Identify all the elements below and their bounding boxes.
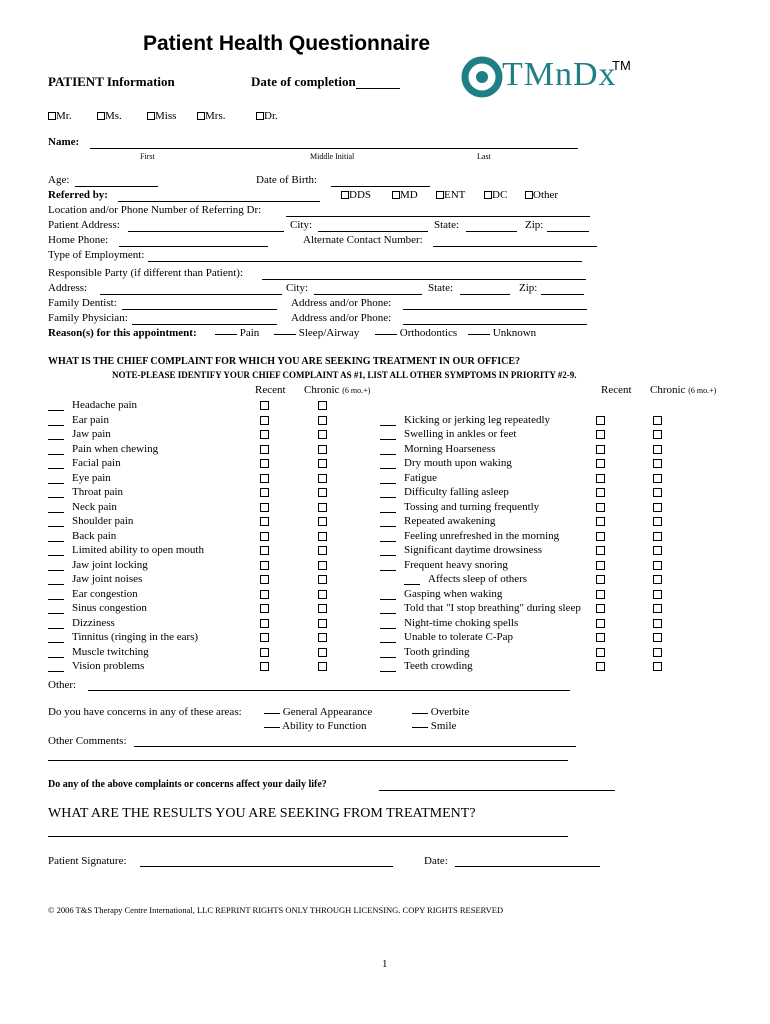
recent-checkbox[interactable] — [260, 503, 269, 512]
symptom-priority-field[interactable] — [48, 526, 64, 527]
chronic-checkbox[interactable] — [653, 648, 662, 657]
recent-checkbox[interactable] — [596, 648, 605, 657]
referrer-dds[interactable]: DDS — [341, 189, 371, 201]
symptom-label: Difficulty falling asleep — [404, 486, 509, 498]
signature-field[interactable] — [140, 866, 393, 867]
symptom-priority-field[interactable] — [380, 555, 396, 556]
symptom-label: Fatigue — [404, 471, 437, 484]
family-dentist-field[interactable] — [122, 309, 277, 310]
recent-checkbox[interactable] — [596, 459, 605, 468]
alt-phone-label: Alternate Contact Number: — [303, 234, 423, 246]
symptom-priority-field[interactable] — [380, 541, 396, 542]
chronic-checkbox[interactable] — [653, 633, 662, 642]
symptom-label: Back pain — [72, 529, 117, 542]
symptom-priority-field[interactable] — [380, 599, 396, 600]
symptom-priority-field[interactable] — [380, 425, 396, 426]
symptom-label: Kicking or jerking leg repeatedly — [404, 413, 551, 426]
employment-field[interactable] — [148, 261, 582, 262]
symptom-priority-field[interactable] — [48, 410, 64, 411]
concerns-label: Do you have concerns in any of these areas: — [48, 706, 242, 718]
symptom-label: Feeling unrefreshed in the morning — [404, 529, 560, 542]
checkbox[interactable] — [147, 112, 155, 120]
symptom-label: Morning Hoarseness — [404, 442, 496, 455]
chronic-checkbox[interactable] — [318, 474, 327, 483]
address-field[interactable] — [100, 294, 282, 295]
recent-checkbox[interactable] — [260, 517, 269, 526]
symptom-label: Ear congestion — [72, 587, 138, 600]
symptom-priority-field[interactable] — [380, 570, 396, 571]
other-label: Other: — [48, 679, 77, 691]
home-phone-field[interactable] — [119, 246, 268, 247]
symptom-priority-field[interactable] — [380, 628, 396, 629]
recent-checkbox[interactable] — [596, 633, 605, 642]
recent-checkbox[interactable] — [260, 604, 269, 613]
chronic-checkbox[interactable] — [653, 619, 662, 628]
symptom-label: Repeated awakening — [404, 515, 496, 527]
chronic-checkbox[interactable] — [318, 517, 327, 526]
symptom-label: Dizziness — [72, 616, 115, 629]
checkbox[interactable] — [97, 112, 105, 120]
symptom-label: Facial pain — [72, 457, 121, 469]
chronic-checkbox[interactable] — [653, 445, 662, 454]
chronic-checkbox[interactable] — [318, 445, 327, 454]
symptom-priority-field[interactable] — [380, 526, 396, 527]
symptom-label: Jaw joint noises — [72, 573, 143, 585]
title-option-mr[interactable]: Mr. — [48, 110, 72, 122]
chronic-checkbox[interactable] — [653, 662, 662, 671]
symptom-label: Throat pain — [72, 486, 124, 498]
recent-checkbox[interactable] — [260, 648, 269, 657]
age-label: Age: — [48, 174, 70, 186]
chronic-checkbox[interactable] — [318, 619, 327, 628]
city-label: City: — [290, 219, 313, 231]
chronic-checkbox[interactable] — [318, 546, 327, 555]
title-option-mrs[interactable]: Mrs. — [197, 110, 225, 122]
chronic-checkbox[interactable] — [653, 474, 662, 483]
chronic-checkbox[interactable] — [318, 401, 327, 410]
family-dentist-label: Family Dentist: — [48, 297, 117, 309]
recent-checkbox[interactable] — [260, 416, 269, 425]
symptom-label: Told that "I stop breathing" during sleep — [404, 602, 581, 614]
reason-unknown[interactable]: Unknown — [468, 327, 536, 339]
other-comments-field-2[interactable] — [48, 760, 568, 761]
recent-checkbox[interactable] — [260, 532, 269, 541]
state-label-2: State: — [428, 282, 454, 294]
recent-checkbox[interactable] — [596, 445, 605, 454]
other-comments-label: Other Comments: — [48, 735, 127, 747]
logo-text: TMnDx — [502, 56, 617, 93]
recent-checkbox[interactable] — [260, 590, 269, 599]
symptom-label: Unable to tolerate C-Pap — [404, 631, 514, 643]
chronic-checkbox[interactable] — [653, 430, 662, 439]
responsible-party-field[interactable] — [262, 279, 586, 280]
logo-trademark: TM — [612, 58, 631, 73]
dentist-addr-phone-field[interactable] — [403, 309, 587, 310]
recent-checkbox[interactable] — [596, 619, 605, 628]
reason-sleep-airway[interactable]: Sleep/Airway — [274, 327, 359, 339]
symptom-priority-field[interactable] — [48, 468, 64, 469]
symptom-label: Jaw pain — [72, 428, 111, 440]
physician-addr-phone-field[interactable] — [403, 324, 587, 325]
symptom-priority-field[interactable] — [48, 497, 64, 498]
symptom-priority-field[interactable] — [48, 541, 64, 542]
chronic-checkbox[interactable] — [653, 517, 662, 526]
date-field[interactable] — [455, 866, 600, 867]
recent-checkbox[interactable] — [260, 619, 269, 628]
other-comments-field[interactable] — [134, 746, 576, 747]
recent-checkbox[interactable] — [596, 575, 605, 584]
location-phone-label: Location and/or Phone Number of Referring Dr: — [48, 204, 262, 216]
name-middle-caption: Middle Initial — [310, 152, 355, 161]
checkbox[interactable] — [197, 112, 205, 120]
dob-field[interactable] — [331, 186, 430, 187]
concern-general-appearance[interactable]: General Appearance — [264, 706, 372, 718]
referred-by-label: Referred by: — [48, 189, 108, 201]
date-label: Date: — [424, 855, 448, 867]
symptom-label: Affects sleep of others — [428, 573, 528, 585]
name-label: Name: — [48, 136, 80, 148]
checkbox[interactable] — [256, 112, 264, 120]
recent-checkbox[interactable] — [260, 662, 269, 671]
reasons-label: Reason(s) for this appointment: — [48, 327, 197, 339]
symptom-priority-field[interactable] — [380, 468, 396, 469]
logo-mark-icon — [459, 56, 505, 98]
symptom-label: Sinus congestion — [72, 602, 147, 614]
city-field[interactable] — [318, 231, 428, 232]
recent-checkbox[interactable] — [596, 474, 605, 483]
alt-phone-field[interactable] — [433, 246, 597, 247]
chronic-checkbox[interactable] — [318, 648, 327, 657]
recent-checkbox[interactable] — [260, 459, 269, 468]
family-physician-label: Family Physician: — [48, 312, 128, 324]
symptom-label: Jaw joint locking — [72, 558, 148, 571]
symptom-label: Ear pain — [72, 413, 109, 426]
symptom-priority-field[interactable] — [48, 671, 64, 672]
recent-checkbox[interactable] — [596, 430, 605, 439]
recent-checkbox[interactable] — [596, 503, 605, 512]
chronic-checkbox[interactable] — [318, 604, 327, 613]
chronic-checkbox[interactable] — [653, 590, 662, 599]
symptom-priority-field[interactable] — [48, 439, 64, 440]
referrer-other[interactable]: Other — [525, 189, 558, 201]
right-chronic-header: Chronic (6 mo.+) — [650, 384, 717, 396]
symptom-label: Significant daytime drowsiness — [404, 544, 543, 556]
symptom-priority-field[interactable] — [48, 628, 64, 629]
state-field[interactable] — [466, 231, 517, 232]
recent-checkbox[interactable] — [260, 633, 269, 642]
employment-label: Type of Employment: — [48, 249, 145, 261]
family-physician-field[interactable] — [132, 324, 277, 325]
name-first-caption: First — [140, 152, 155, 161]
symptom-priority-field[interactable] — [48, 584, 64, 585]
chronic-checkbox[interactable] — [318, 590, 327, 599]
patient-info-label: PATIENT Information — [48, 74, 175, 89]
chronic-checkbox[interactable] — [318, 633, 327, 642]
referrer-ent[interactable]: ENT — [436, 189, 465, 201]
state-label: State: — [434, 219, 460, 231]
recent-checkbox[interactable] — [596, 662, 605, 671]
symptom-label: Night-time choking spells — [404, 616, 519, 629]
results-heading: WHAT ARE THE RESULTS YOU ARE SEEKING FROM TREATMENT? — [48, 806, 476, 821]
daily-life-question: Do any of the above complaints or concerns affect your daily life? — [48, 779, 327, 790]
recent-checkbox[interactable] — [596, 416, 605, 425]
chronic-checkbox[interactable] — [318, 430, 327, 439]
recent-checkbox[interactable] — [260, 561, 269, 570]
chronic-checkbox[interactable] — [318, 459, 327, 468]
symptom-label: Limited ability to open mouth — [72, 544, 204, 556]
recent-checkbox[interactable] — [596, 561, 605, 570]
recent-checkbox[interactable] — [260, 575, 269, 584]
recent-checkbox[interactable] — [596, 604, 605, 613]
chronic-checkbox[interactable] — [653, 604, 662, 613]
symptom-label: Teeth crowding — [404, 660, 473, 672]
symptom-priority-field[interactable] — [380, 497, 396, 498]
symptom-label: Frequent heavy snoring — [404, 558, 508, 571]
symptom-label: Dry mouth upon waking — [404, 457, 512, 469]
chronic-checkbox[interactable] — [653, 546, 662, 555]
right-recent-header: Recent — [601, 384, 632, 396]
zip-label-2: Zip: — [519, 282, 538, 294]
recent-checkbox[interactable] — [596, 546, 605, 555]
concern-overbite[interactable]: Overbite — [412, 706, 469, 718]
other-field[interactable] — [88, 690, 570, 691]
symptom-label: Tinnitus (ringing in the ears) — [72, 631, 199, 643]
symptom-label: Gasping when waking — [404, 587, 503, 600]
symptom-priority-field[interactable] — [380, 454, 396, 455]
left-chronic-header: Chronic (6 mo.+) — [304, 384, 371, 396]
symptom-label: Tossing and turning frequently — [404, 500, 540, 513]
chronic-checkbox[interactable] — [653, 532, 662, 541]
recent-checkbox[interactable] — [596, 517, 605, 526]
referrer-dc[interactable]: DC — [484, 189, 507, 201]
results-field[interactable] — [48, 836, 568, 837]
home-phone-label: Home Phone: — [48, 234, 109, 246]
reason-orthodontics[interactable]: Orthodontics — [375, 327, 457, 339]
symptom-priority-field[interactable] — [404, 584, 420, 585]
concern-smile[interactable]: Smile — [412, 720, 456, 732]
recent-checkbox[interactable] — [260, 488, 269, 497]
recent-checkbox[interactable] — [596, 488, 605, 497]
name-last-caption: Last — [477, 152, 491, 161]
symptom-priority-field[interactable] — [380, 642, 396, 643]
referrer-md[interactable]: MD — [392, 189, 418, 201]
patient-address-label: Patient Address: — [48, 219, 120, 231]
recent-checkbox[interactable] — [260, 401, 269, 410]
symptom-priority-field[interactable] — [380, 439, 396, 440]
daily-life-field[interactable] — [379, 790, 615, 791]
chronic-checkbox[interactable] — [653, 488, 662, 497]
chronic-checkbox[interactable] — [653, 575, 662, 584]
chronic-checkbox[interactable] — [653, 503, 662, 512]
symptom-label: Shoulder pain — [72, 515, 134, 527]
symptom-label: Vision problems — [72, 660, 145, 672]
state-field-2[interactable] — [460, 294, 510, 295]
symptom-priority-field[interactable] — [48, 570, 64, 571]
chronic-checkbox[interactable] — [318, 575, 327, 584]
responsible-party-label: Responsible Party (if different than Patient): — [48, 267, 244, 279]
name-field[interactable] — [90, 148, 578, 149]
zip-label: Zip: — [525, 219, 544, 231]
city-field-2[interactable] — [314, 294, 422, 295]
address-label: Address: — [48, 282, 88, 294]
symptom-priority-field[interactable] — [380, 657, 396, 658]
recent-checkbox[interactable] — [260, 474, 269, 483]
concern-ability-to-function[interactable]: Ability to Function — [264, 720, 367, 732]
symptom-label: Neck pain — [72, 500, 117, 513]
symptom-priority-field[interactable] — [380, 613, 396, 614]
symptom-priority-field[interactable] — [48, 613, 64, 614]
symptom-priority-field[interactable] — [48, 657, 64, 658]
title-option-miss[interactable]: Miss — [147, 110, 176, 122]
patient-address-field[interactable] — [128, 231, 284, 232]
checkbox[interactable] — [48, 112, 56, 120]
symptom-priority-field[interactable] — [380, 671, 396, 672]
recent-checkbox[interactable] — [260, 546, 269, 555]
page-number: 1 — [382, 958, 388, 970]
title-option-ms[interactable]: Ms. — [97, 110, 122, 122]
symptom-priority-field[interactable] — [380, 512, 396, 513]
chronic-checkbox[interactable] — [653, 459, 662, 468]
symptom-priority-field[interactable] — [48, 425, 64, 426]
chronic-checkbox[interactable] — [318, 416, 327, 425]
chronic-checkbox[interactable] — [318, 532, 327, 541]
signature-label: Patient Signature: — [48, 855, 127, 867]
chronic-checkbox[interactable] — [318, 662, 327, 671]
symptom-label: Pain when chewing — [72, 442, 159, 455]
zip-field[interactable] — [547, 231, 589, 232]
referred-by-field[interactable] — [118, 201, 320, 202]
chronic-checkbox[interactable] — [318, 488, 327, 497]
symptom-label: Swelling in ankles or feet — [404, 428, 517, 440]
chronic-checkbox[interactable] — [318, 503, 327, 512]
physician-addr-phone-label: Address and/or Phone: — [291, 312, 392, 324]
dob-label: Date of Birth: — [256, 174, 318, 186]
recent-checkbox[interactable] — [596, 532, 605, 541]
recent-checkbox[interactable] — [596, 590, 605, 599]
copyright-notice: © 2006 T&S Therapy Centre International, LLC REPRINT RIGHTS ONLY THROUGH LICENSING. COPY RIGHTS RESERVED — [48, 905, 504, 915]
left-recent-header: Recent — [255, 384, 286, 396]
date-completion-label: Date of completion — [251, 74, 356, 89]
symptom-label: Eye pain — [72, 471, 111, 484]
recent-checkbox[interactable] — [260, 445, 269, 454]
chronic-checkbox[interactable] — [318, 561, 327, 570]
dentist-addr-phone-label: Address and/or Phone: — [291, 297, 392, 309]
age-field[interactable] — [75, 186, 158, 187]
date-completion-field[interactable] — [356, 88, 400, 89]
chronic-checkbox[interactable] — [653, 416, 662, 425]
zip-field-2[interactable] — [541, 294, 584, 295]
recent-checkbox[interactable] — [260, 430, 269, 439]
page-title: Patient Health Questionnaire — [143, 32, 431, 55]
chief-complaint-question: WHAT IS THE CHIEF COMPLAINT FOR WHICH YOU ARE SEEKING TREATMENT IN OUR OFFICE? — [48, 356, 521, 367]
symptom-priority-field[interactable] — [48, 483, 64, 484]
chronic-checkbox[interactable] — [653, 561, 662, 570]
symptom-priority-field[interactable] — [48, 512, 64, 513]
chief-complaint-note: NOTE-PLEASE IDENTIFY YOUR CHIEF COMPLAINT AS #1, LIST ALL OTHER SYMPTOMS IN PRIORITY #2-9. — [112, 370, 577, 380]
symptom-priority-field[interactable] — [380, 483, 396, 484]
symptom-priority-field[interactable] — [48, 555, 64, 556]
symptom-priority-field[interactable] — [48, 642, 64, 643]
symptom-label: Muscle twitching — [72, 645, 149, 658]
symptom-priority-field[interactable] — [48, 454, 64, 455]
symptom-label: Tooth grinding — [404, 645, 470, 658]
symptom-label: Headache pain — [72, 399, 138, 411]
reason-pain[interactable]: Pain — [215, 327, 259, 339]
title-option-dr[interactable]: Dr. — [256, 110, 278, 122]
symptom-priority-field[interactable] — [48, 599, 64, 600]
location-phone-field[interactable] — [286, 216, 590, 217]
tmndx-logo — [459, 56, 505, 98]
city-label-2: City: — [286, 282, 309, 294]
